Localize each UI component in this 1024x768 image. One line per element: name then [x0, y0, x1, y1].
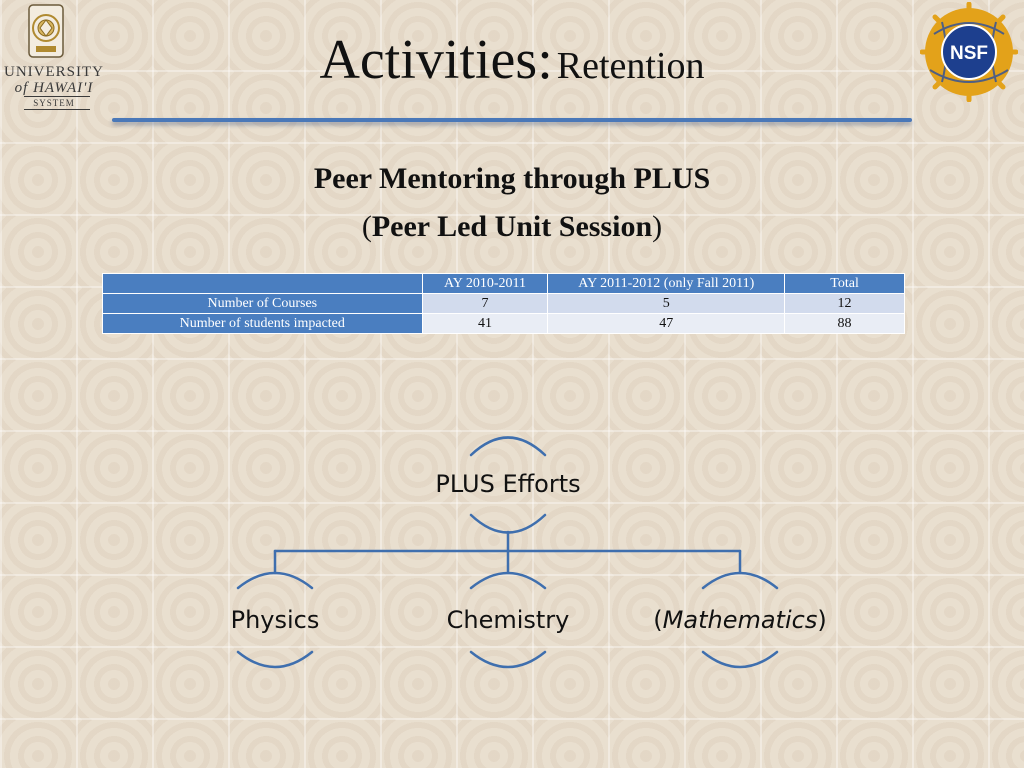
table-header-cell: AY 2011-2012 (only Fall 2011) — [548, 274, 785, 294]
row-label: Number of Courses — [103, 294, 423, 314]
row-label: Number of students impacted — [103, 314, 423, 334]
mathematics-node-bottom-arc — [703, 652, 777, 667]
physics-node-top-arc — [238, 573, 312, 588]
table-cell: 12 — [785, 294, 905, 314]
node-chemistry: Chemistry — [446, 606, 570, 634]
logo-line-hawaii: of HAWAI'I — [14, 80, 94, 96]
table-header-cell: Total — [785, 274, 905, 294]
title-main: Activities: — [319, 29, 553, 91]
section-heading: Peer Mentoring through PLUS — [313, 162, 711, 195]
node-root: PLUS Efforts — [435, 470, 581, 498]
table-cell: 7 — [422, 294, 548, 314]
math-paren-close: ) — [817, 606, 827, 634]
table-header-cell: AY 2010-2011 — [422, 274, 548, 294]
nsf-logo-text: NSF — [950, 43, 988, 64]
root-node-bottom-arc — [471, 515, 545, 533]
chemistry-node-bottom-arc — [471, 652, 545, 667]
table-cell: 41 — [422, 314, 548, 334]
math-paren-open: ( — [653, 606, 663, 634]
math-label: Mathematics — [662, 606, 818, 634]
table-cell: 5 — [548, 294, 785, 314]
table-cell: 88 — [785, 314, 905, 334]
mathematics-node-top-arc — [703, 573, 777, 588]
paren-open: ( — [361, 210, 372, 243]
paren-close: ) — [652, 210, 663, 243]
node-mathematics — [640, 606, 840, 634]
root-node-top-arc — [471, 438, 545, 456]
chemistry-node-top-arc — [471, 573, 545, 588]
table-cell: 47 — [548, 314, 785, 334]
subheading-text: Peer Led Unit Session — [371, 210, 653, 243]
physics-node-bottom-arc — [238, 652, 312, 667]
logo-line-university: UNIVERSITY — [4, 64, 104, 80]
logo-line-system: SYSTEM — [33, 98, 75, 108]
title-sub: Retention — [556, 45, 705, 87]
node-physics: Physics — [230, 606, 320, 634]
